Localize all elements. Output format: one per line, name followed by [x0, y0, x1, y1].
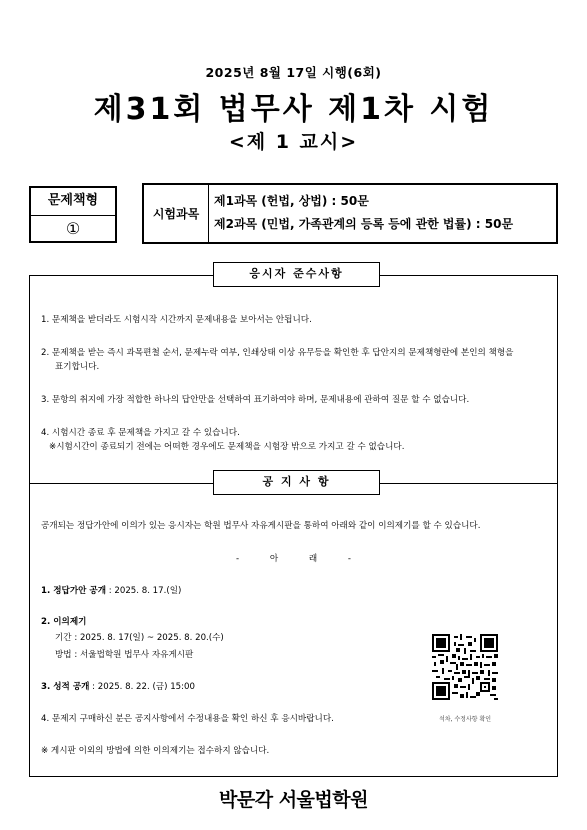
subjects-list [209, 185, 513, 242]
exam-period: <제 1 교시> [228, 131, 359, 153]
rule-item-continuation: 표기합니다. [55, 362, 100, 372]
rules-section-title: 응시자 준수사항 [213, 262, 380, 287]
qr-code-icon [432, 634, 498, 700]
rule-item: 4. 시험시간 종료 후 문제책을 가지고 갈 수 있습니다. [41, 428, 240, 438]
notice-section-title: 공 지 사 항 [213, 470, 380, 495]
notice-item-4: 4. 문제지 구매하신 분은 공지사항에서 수정내용을 확인 하신 후 응시바랍니다. [41, 714, 334, 724]
notice-intro: 공개되는 정답가안에 이의가 있는 응시자는 학원 법무사 자유게시판을 통하여 아래와 같이 이의제기를 할 수 있습니다. [41, 521, 481, 531]
objection-label: 2. 이의제기 [41, 617, 87, 627]
rule-item: 1. 문제책을 받더라도 시험시작 시간까지 문제내용을 보아서는 안됩니다. [41, 315, 312, 325]
rule-note: ※시험시간이 종료되기 전에는 어떠한 경우에도 문제책을 시험장 밖으로 가지고 갈 수 없습니다. [49, 442, 405, 452]
answer-release-line [41, 584, 181, 598]
exam-title: 제31회 법무사 제1차 시험 [93, 92, 494, 127]
subjects-label: 시험과목 [144, 185, 209, 242]
qr-caption: 석차, 수정사항 확인 [438, 716, 492, 723]
booklet-type-box [29, 186, 117, 243]
brand-logo: 박문각 서울법학원 [219, 789, 368, 811]
grades-release-value: : 2025. 8. 22. (금) 15:00 [89, 682, 195, 692]
notice-footnote: ※ 게시판 이외의 방법에 의한 이의제기는 접수하지 않습니다. [41, 746, 270, 756]
booklet-type-value: ① [65, 219, 81, 238]
booklet-type-label: 문제책형 [31, 188, 115, 216]
exam-date: 2025년 8월 17일 시행(6회) [205, 65, 382, 80]
answer-release-label: 1. 정답가안 공개 [41, 586, 107, 596]
subject-item: 제1과목 (헌법, 상법) : 50문 [214, 194, 369, 208]
objection-method: 방법 : 서울법학원 법무사 자유게시판 [55, 650, 194, 660]
subjects-box [142, 183, 558, 244]
subject-item: 제2과목 (민법, 가족관계의 등록 등에 관한 법률) : 50문 [214, 217, 514, 231]
rule-item: 2. 문제책을 받는 즉시 과목편철 순서, 문제누락 여부, 인쇄상태 이상 유무등을 확인한 후 답안지의 문제책형란에 본인의 책형을 [41, 348, 514, 358]
notice-below-heading: - 아 래 - [235, 554, 351, 564]
answer-release-value: : 2025. 8. 17.(일) [106, 586, 182, 596]
qr-code[interactable] [432, 634, 498, 700]
objection-period: 기간 : 2025. 8. 17(일) ~ 2025. 8. 20.(수) [55, 633, 224, 643]
grades-release-line [41, 680, 195, 694]
grades-release-label: 3. 성적 공개 [41, 682, 90, 692]
rule-item: 3. 문항의 취지에 가장 적합한 하나의 답안만을 선택하여 표기하여야 하며, 문제내용에 관하여 질문 할 수 없습니다. [41, 395, 470, 405]
